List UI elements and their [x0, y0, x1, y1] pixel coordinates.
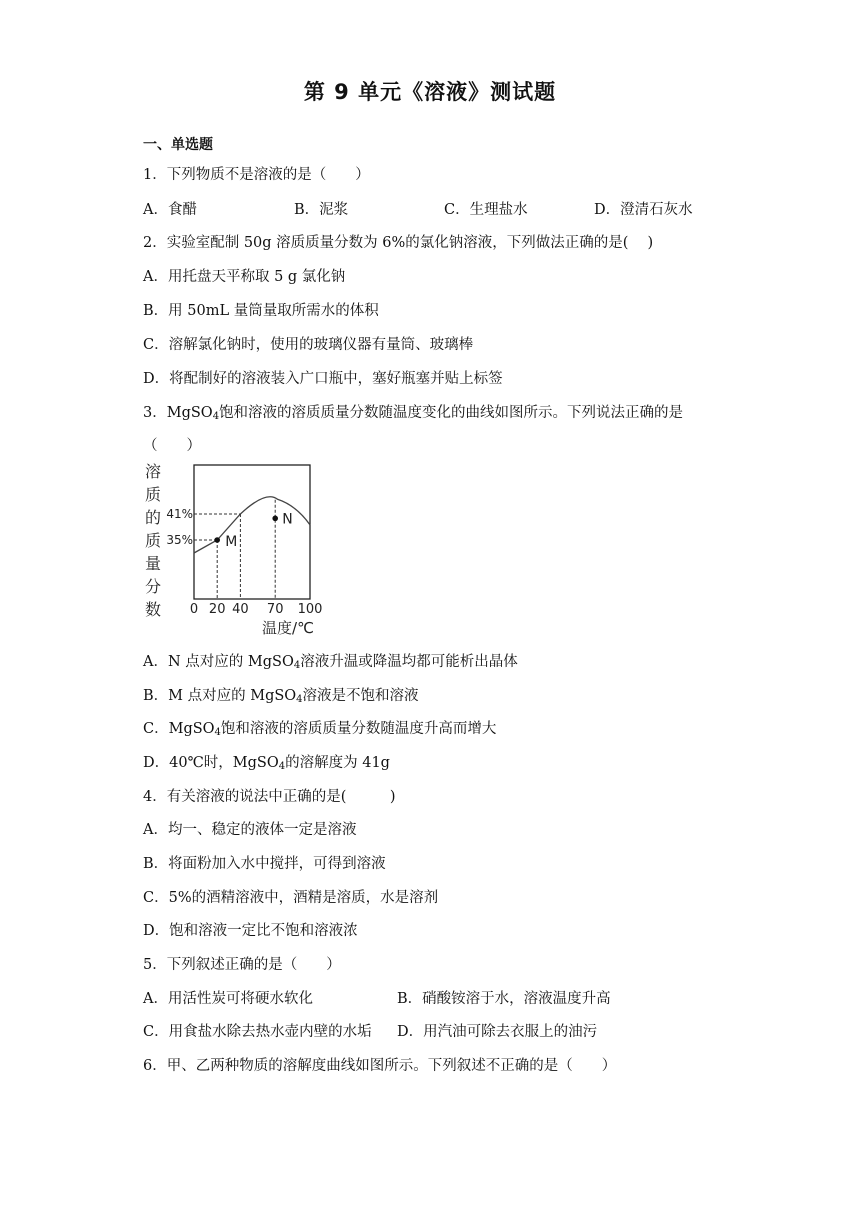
ytick-41: 41% — [166, 507, 193, 521]
q3-c-pre: C．MgSO — [143, 721, 215, 737]
q3-d-pre: D．40℃时，MgSO — [143, 755, 279, 771]
point-m — [214, 537, 220, 543]
chart-frame — [194, 465, 310, 599]
q4-option-a: A．均一、稳定的液体一定是溶液 — [143, 822, 357, 838]
xtick-100: 100 — [297, 602, 323, 617]
q5-option-c: C．用食盐水除去热水壶内壁的水垢 — [143, 1024, 372, 1040]
xtick-0: 0 — [189, 602, 199, 617]
question-2-stem: 2．实验室配制 50g 溶质质量分数为 6%的氯化钠溶液，下列做法正确的是( ) — [143, 235, 654, 251]
section-heading: 一、单选题 — [143, 137, 213, 153]
q3-option-c — [143, 717, 496, 738]
q5-option-a: A．用活性炭可将硬水软化 — [143, 991, 313, 1007]
q3-a-sub: 4 — [293, 660, 301, 671]
q3-a-post: 溶液升温或降温均都可能析出晶体 — [300, 654, 518, 670]
q4-option-c: C．5%的酒精溶液中，酒精是溶质，水是溶剂 — [143, 890, 439, 906]
q5-option-b: B．硝酸铵溶于水，溶液温度升高 — [397, 991, 611, 1007]
q3-option-d — [143, 751, 390, 772]
q1-option-c: C．生理盐水 — [444, 202, 528, 218]
ytick-35: 35% — [166, 533, 193, 547]
point-n-label: N — [282, 511, 293, 528]
q2-option-c: C．溶解氯化钠时，使用的玻璃仪器有量筒、玻璃棒 — [143, 337, 474, 353]
q5-option-d: D．用汽油可除去衣服上的油污 — [397, 1024, 598, 1040]
q3-option-b — [143, 684, 419, 705]
xtick-20: 20 — [208, 602, 226, 617]
q2-option-d: D．将配制好的溶液装入广口瓶中，塞好瓶塞并贴上标签 — [143, 371, 503, 387]
point-m-label: M — [225, 534, 238, 550]
q3-stem-sub: 4 — [212, 411, 220, 422]
q3-a-pre: A．N 点对应的 MgSO — [143, 654, 294, 670]
question-3-paren: （ ） — [143, 438, 201, 454]
q4-option-d: D．饱和溶液一定比不饱和溶液浓 — [143, 923, 358, 939]
question-6-stem: 6．甲、乙两种物质的溶解度曲线如图所示。下列叙述不正确的是（ ） — [143, 1058, 617, 1074]
xtick-70: 70 — [266, 602, 284, 617]
q3-b-sub: 4 — [296, 694, 303, 705]
q3-c-sub: 4 — [214, 727, 221, 738]
chart-xlabel: 温度/℃ — [262, 619, 314, 637]
q3-d-post: 的溶解度为 41g — [285, 755, 390, 771]
question-3-stem — [143, 401, 683, 422]
q1-option-a: A．食醋 — [143, 202, 197, 218]
question-4-stem: 4．有关溶液的说法中正确的是( ) — [143, 789, 396, 805]
q1-option-b: B．泥浆 — [294, 202, 349, 218]
q3-figure — [142, 460, 332, 640]
q3-b-post: 溶液是不饱和溶液 — [302, 688, 419, 704]
q3-d-sub: 4 — [278, 761, 286, 772]
q3-option-a — [143, 650, 518, 671]
xtick-40: 40 — [232, 602, 249, 617]
q1-option-d: D．澄清石灰水 — [594, 202, 693, 218]
chart-svg — [142, 460, 332, 640]
q2-option-b: B．用 50mL 量筒量取所需水的体积 — [143, 303, 379, 319]
q3-c-post: 饱和溶液的溶质质量分数随温度升高而增大 — [220, 721, 497, 737]
question-5-stem: 5．下列叙述正确的是（ ） — [143, 957, 341, 973]
q2-option-a: A．用托盘天平称取 5 g 氯化钠 — [143, 269, 346, 285]
q4-option-b: B．将面粉加入水中搅拌，可得到溶液 — [143, 856, 386, 872]
point-n — [272, 516, 278, 522]
question-1-stem: 1．下列物质不是溶液的是（ ） — [143, 167, 370, 183]
q3-b-pre: B．M 点对应的 MgSO — [143, 688, 297, 704]
q3-stem-post: 饱和溶液的溶质质量分数随温度变化的曲线如图所示。下列说法正确的是 — [219, 405, 684, 421]
chart-ylabel: 溶 质 的 质 量 分 数 — [144, 462, 161, 619]
q3-stem-pre: 3．MgSO — [143, 405, 213, 421]
page-title: 第 9 单元《溶液》测试题 — [303, 80, 557, 104]
